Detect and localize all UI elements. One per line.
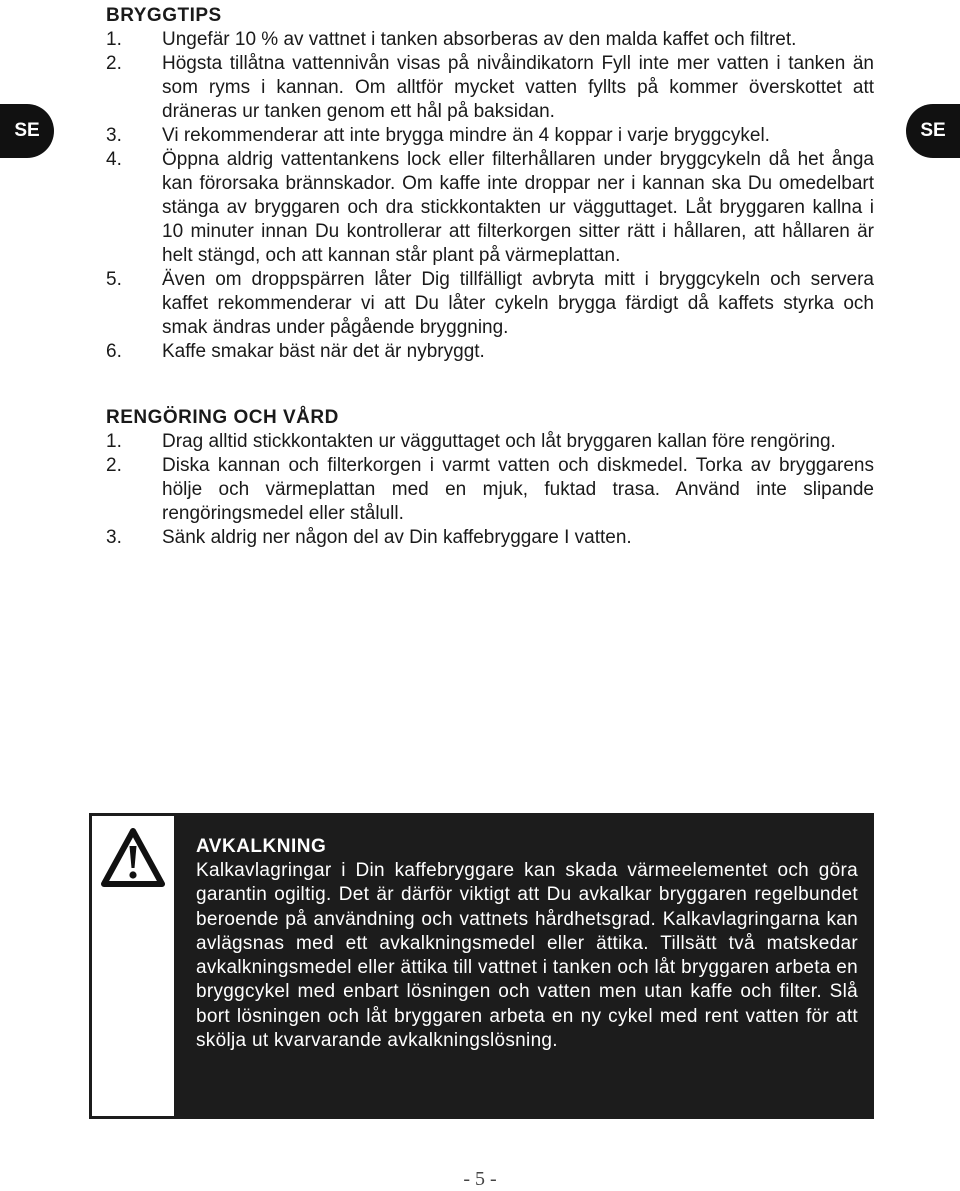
item-number: 3. (106, 125, 122, 146)
item-number: 4. (106, 149, 122, 170)
item-text: Vi rekommenderar att inte brygga mindre än 4 koppar i varje bryggcykel. (162, 125, 770, 146)
warning-title: AVKALKNING (196, 836, 327, 857)
item-text: Sänk aldrig ner någon del av Din kaffebryggare I vatten. (162, 527, 632, 548)
warning-triangle-icon (101, 828, 165, 888)
language-tab-right: SE (906, 104, 960, 158)
main-content (106, 4, 874, 550)
page-number: - 5 - (463, 1168, 497, 1190)
cleaning-list (106, 430, 874, 550)
item-text: Drag alltid stickkontakten ur vägguttaget och låt bryggaren kallan före rengöring. (162, 431, 836, 452)
list-item (106, 28, 874, 52)
list-item (106, 430, 874, 454)
item-number: 3. (106, 527, 122, 548)
language-tab-left: SE (0, 104, 54, 158)
item-text: Ungefär 10 % av vattnet i tanken absorberas av den malda kaffet och filtret. (162, 29, 797, 50)
item-text: Även om droppspärren låter Dig tillfälligt avbryta mitt i bryggcykeln och servera kaffet rekommenderar vi att Du låter cykeln brygga färdigt då kaffets styrka och smak ändras under pågående bryggning. (162, 269, 874, 338)
cleaning-heading: RENGÖRING OCH VÅRD (106, 407, 339, 428)
list-item (106, 148, 874, 268)
list-item (106, 454, 874, 526)
warning-icon-panel (92, 816, 174, 1116)
item-number: 5. (106, 269, 122, 290)
brewing-tips-list (106, 28, 874, 364)
item-text: Högsta tillåtna vattennivån visas på nivåindikatorn Fyll inte mer vatten i tanken än som ryms i kannan. Om alltför mycket vatten fyllts på kommer överskottet att dräneras ur tanken genom ett hål på baksidan. (162, 53, 874, 122)
item-text: Kaffe smakar bäst när det är nybryggt. (162, 341, 485, 362)
item-number: 2. (106, 455, 122, 476)
descaling-warning-box (89, 813, 874, 1119)
item-number: 6. (106, 341, 122, 362)
list-item (106, 124, 874, 148)
list-item (106, 340, 874, 364)
item-text: Öppna aldrig vattentankens lock eller filterhållaren under bryggcykeln då het ånga kan förorsaka brännskador. Om kaffe inte droppar ner i kannan ska Du omedelbart stänga av bryggaren och dra stickkontakten ur vägguttaget. Låt bryggaren kallna i 10 minuter innan Du kontrollerar att filterkorgen sitter rätt i hållaren, att hållaren är helt stängd, och att kannan står plant på värmeplattan. (162, 149, 874, 266)
list-item (106, 52, 874, 124)
item-number: 1. (106, 431, 122, 452)
brewing-tips-heading: BRYGGTIPS (106, 5, 222, 26)
warning-content (196, 835, 858, 1053)
list-item (106, 268, 874, 340)
item-number: 1. (106, 29, 122, 50)
item-number: 2. (106, 53, 122, 74)
warning-body: Kalkavlagringar i Din kaffebryggare kan skada värmeelementet och göra garantin ogiltig. Det är därför viktigt att Du avkalkar bryggaren regelbundet beroende på användning och vattnets hårdhetsgrad. Kalkavlagringarna kan avlägsnas med ett avkalkningsmedel eller ättika. Tillsätt två matskedar avkalkningsmedel eller ättika till vattnet i tanken och låt bryggaren arbeta en bryggcykel med enbart lösningen och vatten men utan kaffe och filter. Slå bort lösningen och låt bryggaren arbeta en ny cykel med rent vatten för att skölja ut kvarvarande avkalkningslösning. (196, 860, 858, 1052)
list-item (106, 526, 874, 550)
item-text: Diska kannan och filterkorgen i varmt vatten och diskmedel. Torka av bryggarens hölje och värmeplattan med en mjuk, fuktad trasa. Använd inte slipande rengöringsmedel eller stålull. (162, 455, 874, 524)
